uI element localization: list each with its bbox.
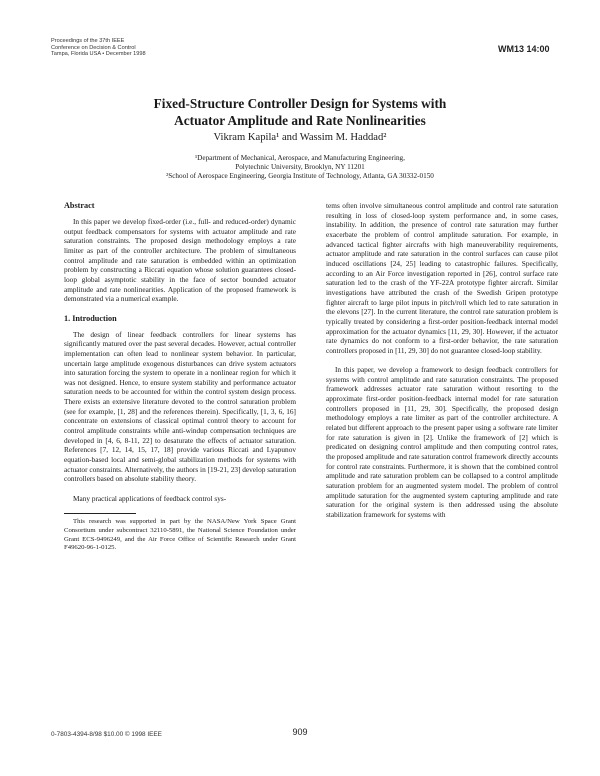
left-column [64, 201, 296, 553]
body-paragraph: In this paper, we develop a framework to design feedback controllers for systems with control amplitude and rate saturation constraints. The proposed framework addresses actuator rate saturation without resorting to the approximate first-order position-feedback internal model for rate saturation controllers proposed in [11, 29, 30]. Specifically, the proposed design methodology employs a rate limiter as part of the controller architecture. A related but different approach to the present paper using a software rate limiter for rate saturation is given in [2]. Unlike the framework of [2] which is predicated on designing control amplitude and then computing control rates, the proposed amplitude and rate saturation control framework directly accounts for control rate constraints. Furthermore, it is shown that the combined control amplitude and rate saturation problem can be collapsed to a control amplitude saturation problem for an augmented system model. The problem of control amplitude saturation for the augmented system capturing amplitude and rate saturation for the original system is then addressed using the absolute stabilization framework for systems with [326, 365, 559, 519]
introduction-heading: 1. Introduction [64, 313, 117, 323]
conference-line: Tampa, Florida USA • December 1998 [51, 51, 146, 58]
abstract-heading: Abstract [64, 201, 95, 210]
page-number: 909 [292, 727, 308, 737]
right-column [326, 201, 558, 529]
footnote-divider [64, 513, 136, 514]
affiliation-line: ²School of Aerospace Engineering, Georgia Institute of Technology, Atlanta, GA 30332-0150 [166, 172, 434, 181]
conference-line: Conference on Decision & Control [51, 44, 136, 51]
affiliation-line: ¹Department of Mechanical, Aerospace, and Manufacturing Engineering, [195, 154, 405, 162]
abstract-text: In this paper we develop fixed-order (i.e., full- and reduced-order) dynamic output feedback compensators for systems with actuator amplitude and rate saturation constraints. The proposed design methodology employs a rate limiter as part of the controller architecture. The problem of simultaneous control amplitude and rate saturation is embedded within an optimization problem by constructing a Riccati equation whose solution guarantees closed-loop global asymptotic stability in the face of sector bounded actuator amplitude and rate nonlinearities. Application of the proposed framework is demonstrated via a numerical example. [64, 217, 296, 304]
affiliation-line: Polytechnic University, Brooklyn, NY 11201 [235, 163, 365, 172]
intro-paragraph: The design of linear feedback controllers for linear systems has significantly matured over the past several decades. However, actual controller implementation can often lead to nonlinear system behavior. In particular, uncertain large amplitude exogenous disturbances can drive system actuators into saturation forcing the system to operate in a nonlinear region for which it was not designed. Hence, to ensure system stability and performance actuator saturation needs to be accounted for within the control system design process. There exists an extensive literature devoted to the control saturation problem (see for example, [1, 28] and the references therein). Specifically, [1, 3, 6, 16] concentrate on extensions of classical optimal control theory to account for control amplitude constraints while anti-windup compensation techniques are developed in [4, 6, 8-11, 22] to desaturate the effects of actuator saturation. References [7, 12, 14, 15, 17, 18] provide various Riccati and Lyapunov equation-based local and semi-global stabilization methods for systems with actuator constraints. Alternatively, the authors in [19-21, 23] develop saturation controllers based on absolute stability theory. [64, 329, 296, 484]
authors: Vikram Kapila¹ and Wassim M. Haddad² [213, 132, 387, 143]
funding-footnote: This research was supported in part by the NASA/New York Space Grant Consortium under subcontract 32110-5891, the National Science Foundation under Grant ECS-9496249, and the Air Force Office of Scientific Research under Grant F49620-96-1-0125. [64, 518, 296, 552]
conference-info [51, 38, 146, 58]
copyright-line: 0-7803-4394-8/98 $10.00 © 1998 IEEE [51, 731, 162, 738]
affiliations [0, 154, 600, 182]
body-paragraph: tems often involve simultaneous control amplitude and control rate saturation resulting in loss of closed-loop system performance and, in some cases, instability. In addition, the presence of control rate saturation may further exacerbate the problem of control amplitude saturation. For example, in advanced tactical fighter aircrafts with high maneuverability requirements, actuator amplitude and rate saturation in the control surfaces can cause pilot induced oscillations [24, 25] leading to catastrophic failures. Specifically, according to an Air Force investigation reported in [26], control surface rate saturation led to the crash of the YF-22A prototype fighter aircraft. Similar investigations have attributed the crash of the Swedish Gripen prototype fighter aircraft to large pilot inputs in pitch/roll which led to rate saturation in the elevons [27]. In the current literature, the control rate saturation problem is typically treated by considering a first-order position-feedback internal model approximation for the actuator dynamics [11, 29, 30]. However, if the actuator rate dynamics do not conform to a first-order behavior, the rate saturation controllers proposed in [11, 29, 30] do not guarantee closed-loop stability. [326, 201, 558, 355]
intro-paragraph: Many practical applications of feedback control sys- [73, 493, 227, 503]
conference-line: Proceedings of the 37th IEEE [51, 38, 125, 44]
title-line: Fixed-Structure Controller Design for Systems with [153, 96, 447, 111]
title-line: Actuator Amplitude and Rate Nonlinearities [174, 113, 426, 128]
session-code: WM13 14:00 [498, 44, 550, 54]
paper-title [0, 95, 600, 129]
